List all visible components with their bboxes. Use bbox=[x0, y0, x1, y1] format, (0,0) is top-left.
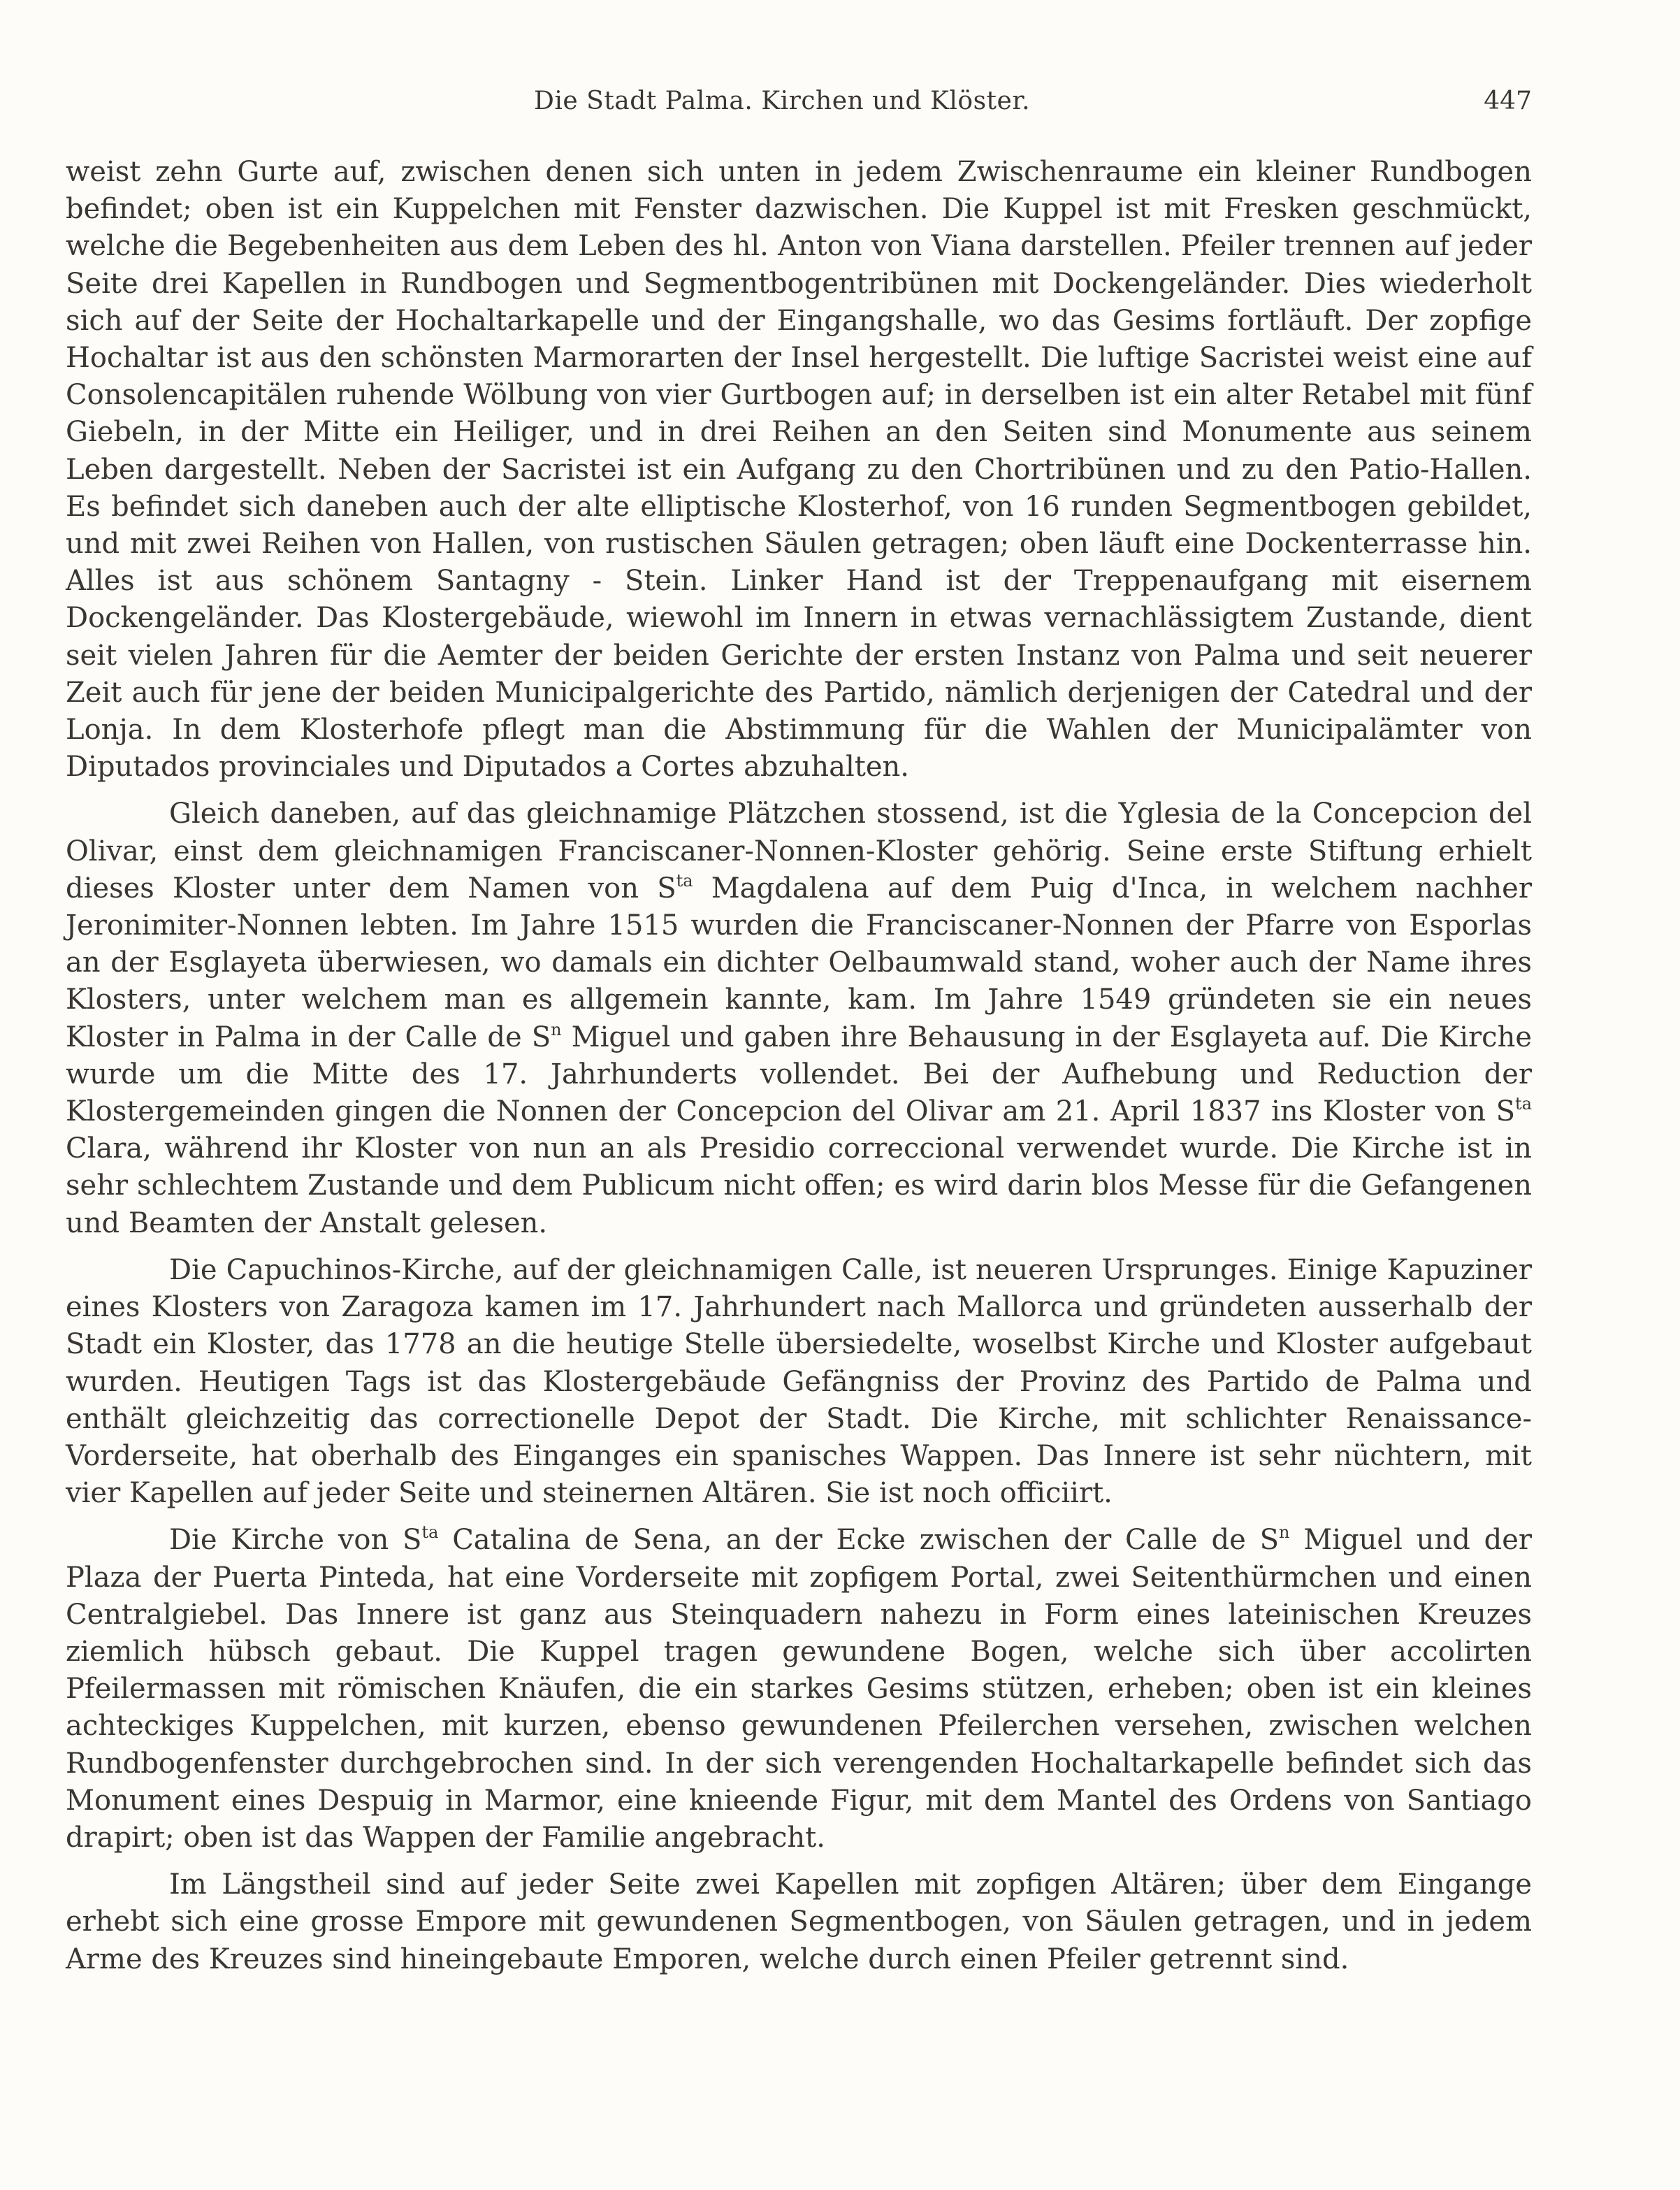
page-number: 447 bbox=[1484, 87, 1532, 115]
paragraph: weist zehn Gurte auf, zwischen denen sich unten in jedem Zwischenraume ein kleiner Rundbogen befindet; oben ist ein Kuppelchen mit Fenster dazwischen. Die Kuppel ist mit Fresken geschmückt, welche die Begebenheiten aus dem Leben des hl. Anton von Viana darstellen. Pfeiler trennen auf jeder Seite drei Kapellen in Rundbogen und Segmentbogentribünen mit Dockengeländer. Dies wiederholt sich auf der Seite der Hochaltarkapelle und der Eingangshalle, wo das Gesims fortläuft. Der zopfige Hochaltar ist aus den schönsten Marmorarten der Insel hergestellt. Die luftige Sacristei weist eine auf Consolencapitälen ruhende Wölbung von vier Gurtbogen auf; in derselben ist ein alter Retabel mit fünf Giebeln, in der Mitte ein Heiliger, und in drei Reihen an den Seiten sind Monumente aus seinem Leben dargestellt. Neben der Sacristei ist ein Aufgang zu den Chortribünen und zu den Patio-Hallen. Es befindet sich daneben auch der alte elliptische Klosterhof, von 16 runden Segmentbogen gebildet, und mit zwei Reihen von Hallen, von rustischen Säulen getragen; oben läuft eine Dockenterrasse hin. Alles ist aus schönem Santagny - Stein. Linker Hand ist der Treppenaufgang mit eisernem Dockengeländer. Das Klostergebäude, wiewohl im Innern in etwas vernachlässigtem Zustande, dient seit vielen Jahren für die Aemter der beiden Gerichte der ersten Instanz von Palma und seit neuerer Zeit auch für jene der beiden Municipalgerichte des Partido, nämlich derjenigen der Catedral und der Lonja. In dem Klosterhofe pflegt man die Abstimmung für die Wahlen der Municipalämter von Diputados provinciales und Diputados a Cortes abzuhalten. bbox=[66, 156, 1532, 784]
paragraph: Gleich daneben, auf das gleichnamige Plätzchen stossend, ist die Yglesia de la Concepcion del Olivar, einst dem gleichnamigen Franciscaner-Nonnen-Kloster gehörig. Seine erste Stiftung erhielt dieses Kloster unter dem Namen von $S^{ta}$ Magdalena auf dem Puig d'Inca, in welchem nachher Jeronimiter-Nonnen lebten. Im Jahre 1515 wurden die Franciscaner-Nonnen der Pfarre von Esporlas an der Esglayeta überwiesen, wo damals ein dichter Oelbaumwald stand, woher auch der Name ihres Klosters, unter welchem man es allgemein kannte, kam. Im Jahre 1549 gründeten sie ein neues Kloster in Palma in der Calle de $S^n$ Miguel und gaben ihre Behausung in der Esglayeta auf. Die Kirche wurde um die Mitte des 17. Jahrhunderts vollendet. Bei der Aufhebung und Reduction der Klostergemeinden gingen die Nonnen der Concepcion del Olivar am 21. April 1837 ins Kloster von $S^{ta}$ Clara, während ihr Kloster von nun an als Presidio correccional verwendet wurde. Die Kirche ist in sehr schlechtem Zustande und dem Publicum nicht offen; es wird darin blos Messe für die Gefangenen und Beamten der Anstalt gelesen. bbox=[66, 798, 1533, 1239]
paragraph: Die Capuchinos-Kirche, auf der gleichnamigen Calle, ist neueren Ursprunges. Einige Kapuziner eines Klosters von Zaragoza kamen im 17. Jahrhundert nach Mallorca und gründeten ausserhalb der Stadt ein Kloster, das 1778 an die heutige Stelle übersiedelte, woselbst Kirche und Kloster aufgebaut wurden. Heutigen Tags ist das Klostergebäude Gefängniss der Provinz des Partido de Palma und enthält gleichzeitig das correctionelle Depot der Stadt. Die Kirche, mit schlichter Renaissance-Vorderseite, hat oberhalb des Einganges ein spanisches Wappen. Das Innere ist sehr nüchtern, mit vier Kapellen auf jeder Seite und steinernen Altären. Sie ist noch officiirt. bbox=[66, 1253, 1532, 1510]
page-header bbox=[66, 77, 1532, 126]
running-head: Die Stadt Palma. Kirchen und Klöster. bbox=[534, 87, 1031, 115]
paragraph: Im Längstheil sind auf jeder Seite zwei Kapellen mit zopfigen Altären; über dem Eingange erhebt sich eine grosse Empore mit gewundenen Segmentbogen, von Säulen getragen, und in jedem Arme des Kreuzes sind hineingebaute Emporen, welche durch einen Pfeiler getrennt sind. bbox=[66, 1868, 1532, 1975]
paragraph: Die Kirche von $S^{ta}$ Catalina de Sena, an der Ecke zwischen der Calle de $S^n$ Miguel und der Plaza der Puerta Pinteda, hat eine Vorderseite mit zopfigem Portal, zwei Seitenthürmchen und einen Centralgiebel. Das Innere ist ganz aus Steinquadern nahezu in Form eines lateinischen Kreuzes ziemlich hübsch gebaut. Die Kuppel tragen gewundene Bogen, welche sich über accolirten Pfeilermassen mit römischen Knäufen, die ein starkes Gesims stützen, erheben; oben ist ein kleines achteckiges Kuppelchen, mit kurzen, ebenso gewundenen Pfeilerchen versehen, zwischen welchen Rundbogenfenster durchgebrochen sind. In der sich verengenden Hochaltarkapelle befindet sich das Monument eines Despuig in Marmor, eine knieende Figur, mit dem Mantel des Ordens von Santiago drapirt; oben ist das Wappen der Familie angebracht. bbox=[66, 1522, 1533, 1854]
body-text bbox=[66, 154, 1532, 1978]
